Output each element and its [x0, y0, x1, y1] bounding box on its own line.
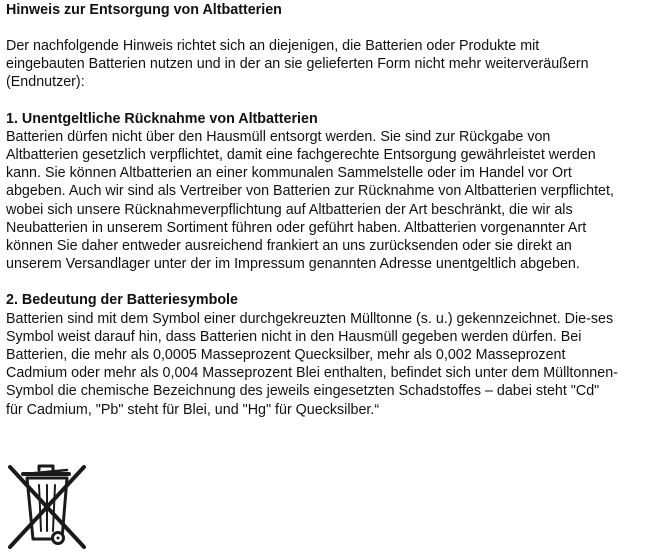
intro-paragraph — [6, 37, 666, 92]
body-line: kann. Sie können Altbatterien an einer kommunalen Sammelstelle oder im Handel vor Ort — [6, 165, 572, 182]
intro-line: Der nachfolgende Hinweis richtet sich an diejenigen, die Batterien oder Produkte mit — [6, 38, 540, 54]
body-line: Batterien dürfen nicht über den Hausmüll entsorgt werden. Sie sind zur Rückgabe von — [6, 128, 551, 145]
document — [6, 1, 666, 419]
body-line: Batterien sind mit dem Symbol einer durchgekreuzten Mülltonne (s. u.) gekennzeichnet. Die-ses — [6, 310, 614, 327]
section-heading-ruecknahme: 1. Unentgeltliche Rücknahme von Altbatterien — [6, 110, 318, 127]
crossed-out-wheelie-bin-icon — [6, 461, 88, 549]
body-line: für Cadmium, "Pb" steht für Blei, und "Hg" für Quecksilber.“ — [6, 401, 380, 418]
body-line: unserem Versandlager unter der im Impressum genannten Adresse unentgeltlich abgeben. — [6, 256, 580, 273]
body-line: wobei sich unsere Rücknahmeverpflichtung auf Altbatterien der Art beschränkt, die wir als — [6, 201, 573, 218]
body-line: Altbatterien gesetzlich verpflichtet, damit eine fachgerechte Entsorgung gewährleistet werden — [6, 147, 596, 164]
body-line: können Sie daher entweder ausreichend frankiert an uns zurücksenden oder sie direkt an — [6, 238, 572, 255]
body-line: abgeben. Auch wir sind als Vertreiber von Batterien zur Rücknahme von Altbatterien verpflichtet, — [6, 183, 614, 200]
body-line: Symbol die chemische Bezeichnung des jeweils eingesetzten Schadstoffes – dabei steht "Cd" — [6, 383, 600, 400]
body-line: Cadmium oder mehr als 0,004 Masseprozent Blei enthalten, befindet sich unter dem Mülltonnen- — [6, 365, 618, 382]
body-line: Neubatterien in unserem Sortiment führen oder geführt haben. Altbatterien vorgenannter Art — [6, 219, 587, 236]
section-heading-batteriesymbole: 2. Bedeutung der Batteriesymbole — [6, 292, 238, 309]
intro-line: (Endnutzer): — [6, 74, 85, 91]
document-title: Hinweis zur Entsorgung von Altbatterien — [6, 2, 282, 18]
body-line: Batterien, die mehr als 0,0005 Masseprozent Quecksilber, mehr als 0,002 Masseprozent — [6, 347, 566, 364]
section-body-ruecknahme — [6, 128, 666, 274]
intro-line: eingebauten Batterien nutzen und in der an sie gelieferten Form nicht mehr weiterveräußern — [6, 56, 589, 73]
section-body-batteriesymbole — [6, 310, 666, 419]
body-line: Symbol weist darauf hin, dass Batterien nicht in den Hausmüll gegeben werden dürfen. Bei — [6, 328, 582, 345]
